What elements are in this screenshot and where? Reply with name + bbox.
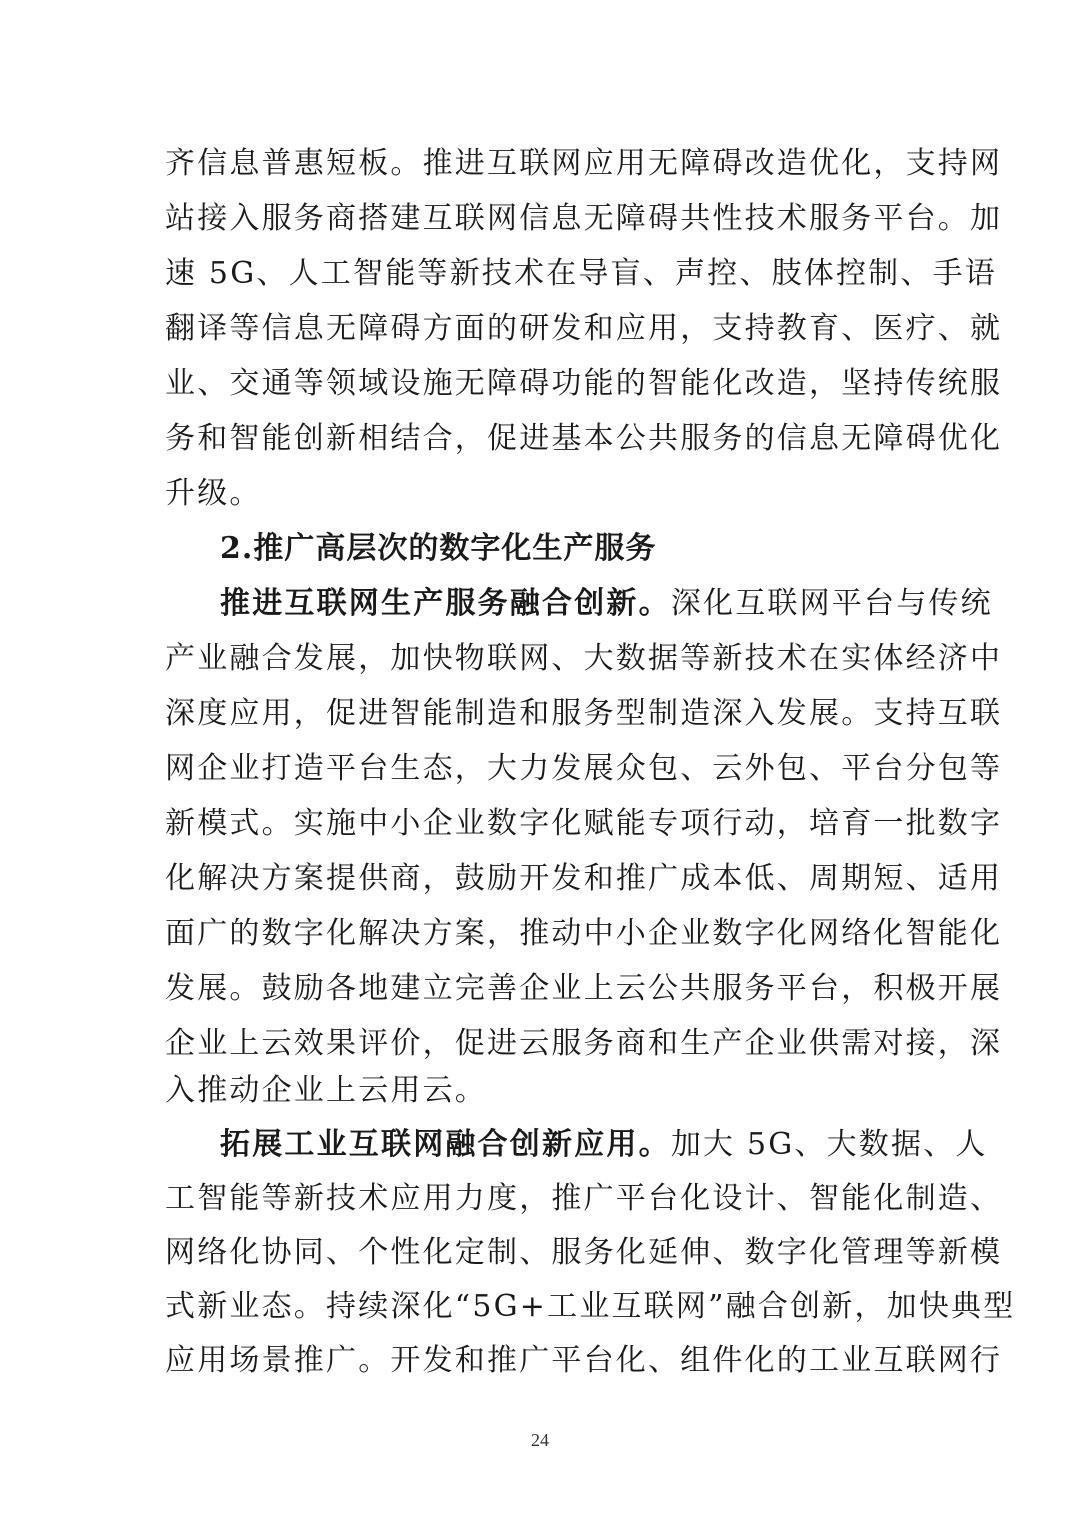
text-line: 业、交通等领域设施无障碍功能的智能化改造，坚持传统服 xyxy=(165,366,1003,401)
text-line: 深度应用，促进智能制造和服务型制造深入发展。支持互联 xyxy=(165,696,1003,731)
text-line: 翻译等信息无障碍方面的研发和应用，支持教育、医疗、就 xyxy=(165,311,1003,346)
text-line: 发展。鼓励各地建立完善企业上云公共服务平台，积极开展 xyxy=(165,971,1003,1006)
paragraph-lead: 推进互联网生产服务融合创新。 xyxy=(220,586,671,621)
text-line: 工智能等新技术应用力度，推广平台化设计、智能化制造、 xyxy=(165,1181,1003,1216)
text-line-first xyxy=(220,576,993,632)
page-number: 24 xyxy=(531,1430,549,1450)
text-line: 入推动企业上云用云。 xyxy=(165,1073,487,1108)
text-line: 务和智能创新相结合，促进基本公共服务的信息无障碍优化 xyxy=(165,421,1003,456)
text-line: 网络化协同、个性化定制、服务化延伸、数字化管理等新模 xyxy=(165,1235,1003,1270)
text-line: 面广的数字化解决方案，推动中小企业数字化网络化智能化 xyxy=(165,916,1003,951)
text-line: 站接入服务商搭建互联网信息无障碍共性技术服务平台。加 xyxy=(165,201,1003,236)
text-line: 新模式。实施中小企业数字化赋能专项行动，培育一批数字 xyxy=(165,806,1003,841)
text-line: 式新业态。持续深化“5G+工业互联网”融合创新，加快典型 xyxy=(165,1289,1016,1324)
text-run: 深化互联网平台与传统 xyxy=(670,586,993,621)
text-line: 企业上云效果评价，促进云服务商和生产企业供需对接，深 xyxy=(165,1026,1003,1061)
text-line: 网企业打造平台生态，大力发展众包、云外包、平台分包等 xyxy=(165,751,1003,786)
text-run: 加大 5G、大数据、人 xyxy=(670,1127,988,1162)
text-line: 产业融合发展，加快物联网、大数据等新技术在实体经济中 xyxy=(165,641,1003,676)
text-line: 齐信息普惠短板。推进互联网应用无障碍改造优化，支持网 xyxy=(165,146,1003,181)
text-line-first xyxy=(220,1117,988,1173)
text-line: 速 5G、人工智能等新技术在导盲、声控、肢体控制、手语 xyxy=(165,256,997,291)
text-line: 化解决方案提供商，鼓励开发和推广成本低、周期短、适用 xyxy=(165,861,1003,896)
paragraph-lead: 拓展工业互联网融合创新应用。 xyxy=(220,1127,671,1162)
text-line: 升级。 xyxy=(165,476,262,511)
text-line: 应用场景推广。开发和推广平台化、组件化的工业互联网行 xyxy=(165,1343,1003,1378)
section-heading: 2.推广高层次的数字化生产服务 xyxy=(220,531,657,566)
